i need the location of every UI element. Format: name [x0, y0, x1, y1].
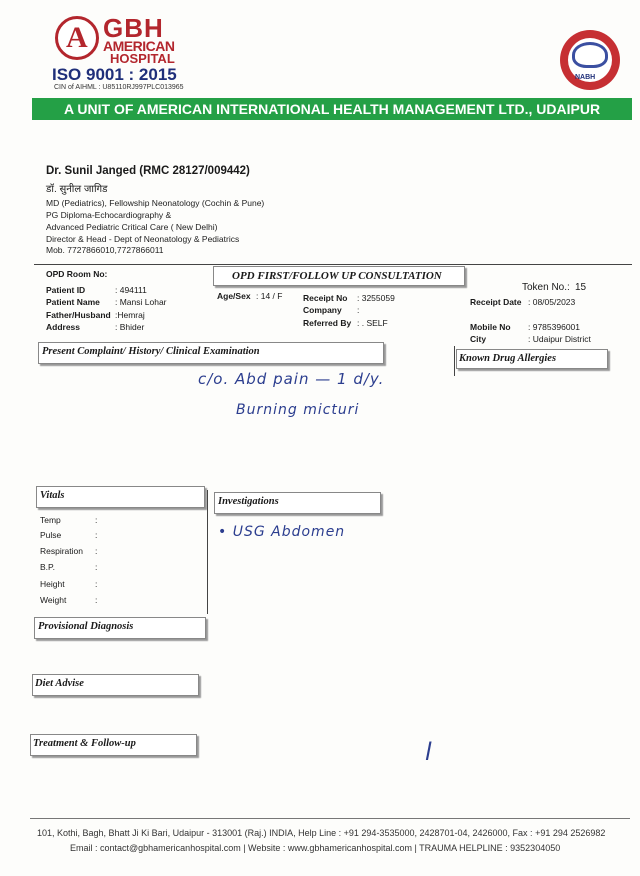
receipt-date-label: Receipt Date [470, 297, 522, 307]
doctor-name-hindi: डॉ. सुनील जागिड [46, 184, 108, 195]
nabh-ring-icon [572, 42, 608, 68]
vital-colon: : [95, 595, 98, 605]
complaint-handwriting-2: Burning micturi [236, 402, 360, 418]
company-value: : [357, 305, 360, 315]
treatment-header: Treatment & Follow-up [33, 738, 136, 749]
logo-letter: A [66, 21, 88, 54]
vital-respiration-label: Respiration [40, 546, 83, 556]
doctor-qualification-1: MD (Pediatrics), Fellowship Neonatology (Cochin & Pune) [46, 198, 265, 208]
cin-number: CIN of AIHML : U85110RJ997PLC013965 [54, 84, 184, 91]
receipt-date-value: : 08/05/2023 [528, 297, 576, 307]
unit-banner [32, 98, 632, 120]
logo-text-gbh: GBH [103, 13, 164, 43]
doctor-name: Dr. Sunil Janged (RMC 28127/009442) [46, 165, 250, 177]
footer-contact: Email : contact@gbhamericanhospital.com | Website : www.gbhamericanhospital.com | TRAUMA HELPLINE : 9352304050 [70, 843, 561, 853]
vital-temp-label: Temp [40, 515, 61, 525]
iso-certification: ISO 9001 : 2015 [52, 65, 177, 84]
doctor-mobile: Mob. 7727866010,7727866011 [46, 245, 164, 255]
mobile-value: : 9785396001 [528, 322, 580, 332]
vital-colon: : [95, 530, 98, 540]
logo-text-hospital: HOSPITAL [110, 51, 175, 66]
age-sex-value: : 14 / F [256, 291, 283, 301]
patient-name-value: : Mansi Lohar [115, 297, 167, 307]
footer-address: 101, Kothi, Bagh, Bhatt Ji Ki Bari, Udaipur - 313001 (Raj.) INDIA, Help Line : +91 294-3535000, 2428701-04, 2426000, Fax : +91 294 2526982 [37, 828, 606, 838]
vital-colon: : [95, 579, 98, 589]
vital-pulse-label: Pulse [40, 530, 62, 540]
vital-height-label: Height [40, 579, 65, 589]
address-label: Address [46, 322, 81, 332]
provisional-header: Provisional Diagnosis [38, 621, 134, 632]
opd-room-label: OPD Room No: [46, 269, 108, 279]
receipt-no-value: : 3255059 [357, 293, 395, 303]
doctor-signature: l [425, 738, 433, 766]
age-sex-label: Age/Sex [217, 291, 251, 301]
divider [207, 490, 208, 614]
complaint-header: Present Complaint/ History/ Clinical Examination [42, 346, 260, 357]
divider [454, 346, 455, 376]
nabh-label: NABH [575, 74, 596, 81]
vital-colon: : [95, 546, 98, 556]
logo-text-american: AMERICAN [103, 38, 175, 54]
hospital-logo-icon [55, 16, 99, 60]
mobile-label: Mobile No [470, 322, 511, 332]
city-value: : Udaipur District [528, 334, 591, 344]
receipt-no-label: Receipt No [303, 293, 348, 303]
patient-id-value: : 494111 [115, 285, 147, 295]
vital-colon: : [95, 562, 98, 572]
patient-name-label: Patient Name [46, 297, 100, 307]
token-label: Token No.: [522, 282, 570, 293]
vital-bp-label: B.P. [40, 562, 55, 572]
patient-id-label: Patient ID [46, 285, 86, 295]
allergies-header: Known Drug Allergies [459, 353, 557, 364]
doctor-qualification-2: PG Diploma-Echocardiography & [46, 210, 172, 220]
city-label: City [470, 334, 487, 344]
token-value: 15 [575, 282, 587, 293]
unit-banner-text: A UNIT OF AMERICAN INTERNATIONAL HEALTH MANAGEMENT LTD., UDAIPUR [63, 101, 601, 117]
investigations-header: Investigations [218, 496, 279, 507]
divider [34, 264, 632, 265]
doctor-qualification-3: Advanced Pediatric Critical Care ( New Delhi) [46, 222, 218, 232]
vitals-header: Vitals [40, 490, 65, 501]
father-value: :Hemraj [115, 310, 145, 320]
complaint-handwriting-1: c/o. Abd pain — 1 d/y. [198, 370, 385, 388]
form-title: OPD FIRST/FOLLOW UP CONSULTATION [232, 270, 442, 282]
vital-weight-label: Weight [40, 595, 67, 605]
investigation-handwriting: • USG Abdomen [218, 524, 346, 540]
address-value: : Bhider [115, 322, 145, 332]
father-label: Father/Husband [46, 310, 111, 320]
footer-divider [30, 818, 630, 819]
referred-value: : . SELF [357, 318, 388, 328]
referred-label: Referred By [303, 318, 352, 328]
vital-colon: : [95, 515, 98, 525]
diet-header: Diet Advise [35, 678, 84, 689]
doctor-designation: Director & Head - Dept of Neonatology & Pediatrics [46, 234, 240, 244]
company-label: Company [303, 305, 342, 315]
